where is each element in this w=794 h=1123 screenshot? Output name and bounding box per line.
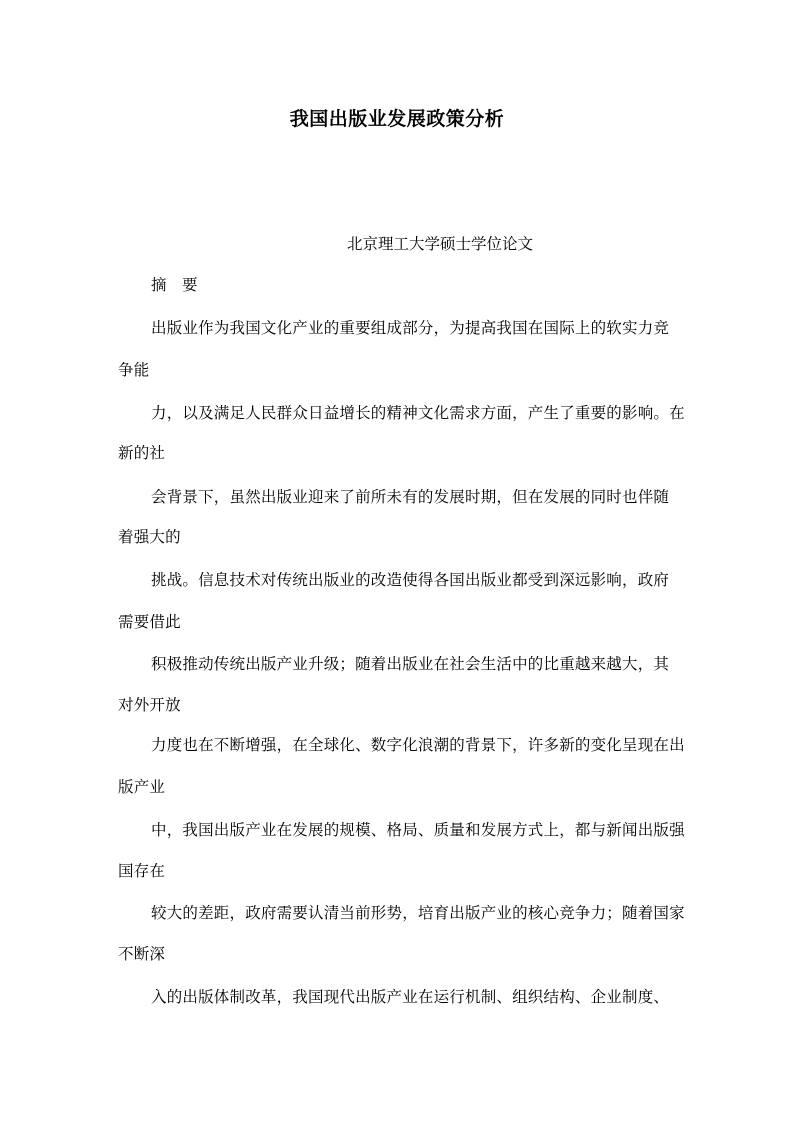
paragraph-line: 不断深 [118, 945, 166, 963]
document-title: 我国出版业发展政策分析 [289, 108, 505, 130]
paragraph-line: 力，以及满足人民群众日益增长的精神文化需求方面，产生了重要的影响。在 [151, 404, 685, 422]
paragraph-line: 着强大的 [118, 528, 181, 546]
paragraph-line: 挑战。信息技术对传统出版业的改造使得各国出版业都受到深远影响，政府 [151, 571, 670, 589]
paragraph-line: 会背景下，虽然出版业迎来了前所未有的发展时期，但在发展的同时也伴随 [151, 488, 670, 506]
document-subtitle: 北京理工大学硕士学位论文 [346, 235, 533, 253]
paragraph-line: 入的出版体制改革，我国现代出版产业在运行机制、组织结构、企业制度、 [151, 988, 670, 1006]
paragraph-line: 新的社 [118, 444, 166, 462]
paragraph-line: 国存在 [118, 862, 166, 880]
abstract-heading: 摘 要 [151, 276, 198, 294]
paragraph-line: 对外开放 [118, 696, 181, 714]
paragraph-line: 争能 [118, 361, 150, 379]
paragraph-line: 中，我国出版产业在发展的规模、格局、质量和发展方式上，都与新闻出版强 [151, 821, 685, 839]
paragraph-line: 需要借此 [118, 613, 181, 631]
paragraph-line: 积极推动传统出版产业升级；随着出版业在社会生活中的比重越来越大，其 [151, 655, 670, 673]
paragraph-line: 较大的差距，政府需要认清当前形势，培育出版产业的核心竞争力；随着国家 [151, 904, 685, 922]
paragraph-line: 版产业 [118, 778, 166, 796]
paragraph-line: 出版业作为我国文化产业的重要组成部分，为提高我国在国际上的软实力竞 [151, 319, 670, 337]
paragraph-line: 力度也在不断增强，在全球化、数字化浪潮的背景下，许多新的变化呈现在出 [151, 736, 685, 754]
